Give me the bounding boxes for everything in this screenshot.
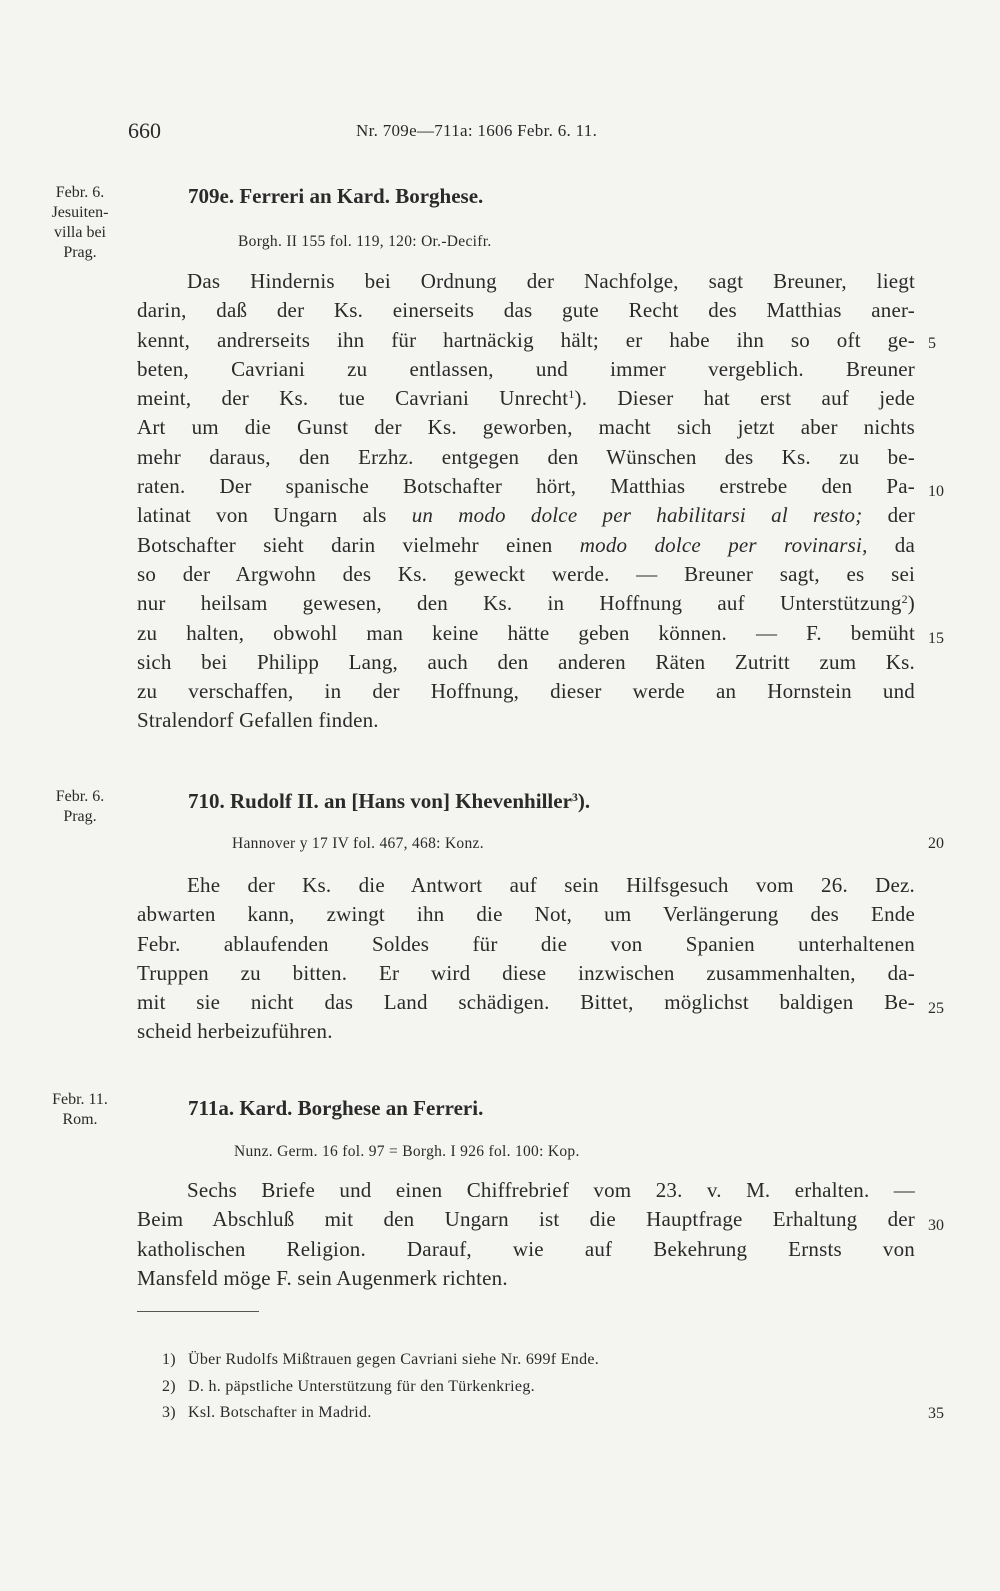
entry-source-710: Hannover y 17 IV fol. 467, 468: Konz. xyxy=(232,835,484,852)
italic-quote: un modo dolce per habilitarsi al resto; xyxy=(411,503,863,528)
text-line: raten. Der spanische Botschafter hört, Matthias erstrebe den Pa- xyxy=(137,474,915,499)
text-line: Mansfeld möge F. sein Augenmerk richten. xyxy=(137,1265,508,1290)
italic-quote: modo dolce per rovinarsi, xyxy=(579,532,868,557)
text-fragment: da xyxy=(894,532,915,557)
text-fragment: nur heilsam gewesen, den Ks. in Hoffnung auf Unterstützung xyxy=(137,591,902,616)
page-number: 660 xyxy=(128,118,161,143)
text-line: so der Argwohn des Ks. geweckt werde. — Breuner sagt, es sei xyxy=(137,561,915,586)
side-note-line: Febr. 6. xyxy=(55,184,105,201)
text-line: zu verschaffen, in der Hoffnung, dieser werde an Hornstein und xyxy=(137,679,915,704)
text-line: mit sie nicht das Land schädigen. Bittet, möglichst baldigen Be- xyxy=(137,990,915,1015)
text-line: Art um die Gunst der Ks. geworben, macht sich jetzt aber nichts xyxy=(137,415,915,440)
entry-number: 710. xyxy=(188,789,225,813)
margin-line-number: 15 xyxy=(928,630,944,647)
text-line xyxy=(137,501,915,530)
text-line xyxy=(137,589,915,618)
text-fragment: meint, der Ks. tue Cavriani Unrecht xyxy=(137,386,569,411)
entry-body-711a xyxy=(137,1176,915,1293)
text-line: Beim Abschluß mit den Ungarn ist die Hauptfrage Erhaltung der xyxy=(137,1207,915,1232)
entry-number: 711a. xyxy=(188,1096,235,1120)
entry-title: Kard. Borghese an Ferreri. xyxy=(239,1096,484,1120)
footnote-2 xyxy=(162,1378,535,1396)
text-line: katholischen Religion. Darauf, wie auf Bekehrung Ernsts von xyxy=(137,1236,915,1261)
margin-line-number: 20 xyxy=(928,835,944,852)
entry-heading-711a xyxy=(188,1096,483,1121)
text-fragment: ) xyxy=(907,591,915,616)
text-line: sich bei Philipp Lang, auch den anderen Räten Zutritt zum Ks. xyxy=(137,649,915,674)
side-note-line: Rom. xyxy=(62,1111,98,1128)
footnote-text: Ksl. Botschafter in Madrid. xyxy=(188,1404,372,1421)
footnote-mark: 1) xyxy=(162,1351,176,1368)
entry-number: 709e. xyxy=(188,184,235,208)
text-line xyxy=(137,384,915,413)
footnote-ref[interactable]: 1 xyxy=(568,387,575,402)
text-fragment: Botschafter sieht darin vielmehr einen xyxy=(137,532,553,557)
side-note-line: villa bei xyxy=(54,224,106,241)
side-note-line: Prag. xyxy=(63,244,97,261)
text-line: Truppen zu bitten. Er wird diese inzwischen zusammenhalten, da- xyxy=(137,960,915,985)
side-note-line: Febr. 6. xyxy=(55,788,105,805)
side-note-line: Prag. xyxy=(63,808,97,825)
footnote-1 xyxy=(162,1351,600,1369)
text-line: beten, Cavriani zu entlassen, und immer vergeblich. Breuner xyxy=(137,356,915,381)
margin-line-number: 5 xyxy=(928,335,936,352)
text-fragment: latinat von Ungarn als xyxy=(137,503,387,528)
running-title: Nr. 709e—711a: 1606 Febr. 6. 11. xyxy=(356,121,598,140)
side-note-line: Febr. 11. xyxy=(52,1091,108,1108)
entry-title: Ferreri an Kard. Borghese. xyxy=(239,184,484,208)
footnote-text: D. h. päpstliche Unterstützung für den Türkenkrieg. xyxy=(188,1378,535,1395)
side-note-710 xyxy=(34,787,126,827)
entry-body-709e xyxy=(137,267,915,736)
side-note-711a xyxy=(34,1090,126,1130)
text-fragment: ). Dieser hat erst auf jede xyxy=(574,386,915,411)
entry-heading-710 xyxy=(188,789,590,814)
margin-line-number: 25 xyxy=(928,1000,944,1017)
margin-line-number: 30 xyxy=(928,1217,944,1234)
footnote-ref[interactable]: 3 xyxy=(571,790,578,804)
text-line: Febr. ablaufenden Soldes für die von Spanien unterhaltenen xyxy=(137,931,915,956)
text-line: kennt, andrerseits ihn für hartnäckig hält; er habe ihn so oft ge- xyxy=(137,327,915,352)
text-line xyxy=(137,531,915,560)
entry-title-end: ). xyxy=(577,789,591,813)
text-line: Das Hindernis bei Ordnung der Nachfolge, sagt Breuner, liegt xyxy=(187,269,915,293)
text-line: abwarten kann, zwingt ihn die Not, um Verlängerung des Ende xyxy=(137,902,915,927)
entry-body-710 xyxy=(137,871,915,1047)
entry-heading-709e xyxy=(188,184,483,209)
footnote-rule xyxy=(137,1311,259,1312)
footnote-ref[interactable]: 2 xyxy=(901,592,908,607)
side-note-line: Jesuiten- xyxy=(51,204,109,221)
text-line: Ehe der Ks. die Antwort auf sein Hilfsgesuch vom 26. Dez. xyxy=(187,873,915,897)
text-line: Stralendorf Gefallen finden. xyxy=(137,708,379,733)
footnote-3 xyxy=(162,1404,372,1422)
entry-title: Rudolf II. an [Hans von] Khevenhiller xyxy=(230,789,572,813)
text-fragment: der xyxy=(887,503,915,528)
margin-line-number: 35 xyxy=(928,1405,944,1422)
entry-source-709e: Borgh. II 155 fol. 119, 120: Or.-Decifr. xyxy=(238,233,492,250)
text-line: mehr daraus, den Erzhz. entgegen den Wünschen des Ks. zu be- xyxy=(137,444,915,469)
text-line: scheid herbeizuführen. xyxy=(137,1019,333,1044)
entry-source-711a: Nunz. Germ. 16 fol. 97 = Borgh. I 926 fol. 100: Kop. xyxy=(234,1143,580,1160)
footnote-mark: 3) xyxy=(162,1404,176,1421)
text-line: Sechs Briefe und einen Chiffrebrief vom 23. v. M. erhalten. — xyxy=(187,1178,915,1202)
side-note-709e xyxy=(34,183,126,263)
text-line: darin, daß der Ks. einerseits das gute Recht des Matthias aner- xyxy=(137,298,915,323)
margin-line-number: 10 xyxy=(928,483,944,500)
footnote-text: Über Rudolfs Mißtrauen gegen Cavriani siehe Nr. 699f Ende. xyxy=(188,1351,600,1368)
footnote-mark: 2) xyxy=(162,1378,176,1395)
text-line: zu halten, obwohl man keine hätte geben können. — F. bemüht xyxy=(137,620,915,645)
